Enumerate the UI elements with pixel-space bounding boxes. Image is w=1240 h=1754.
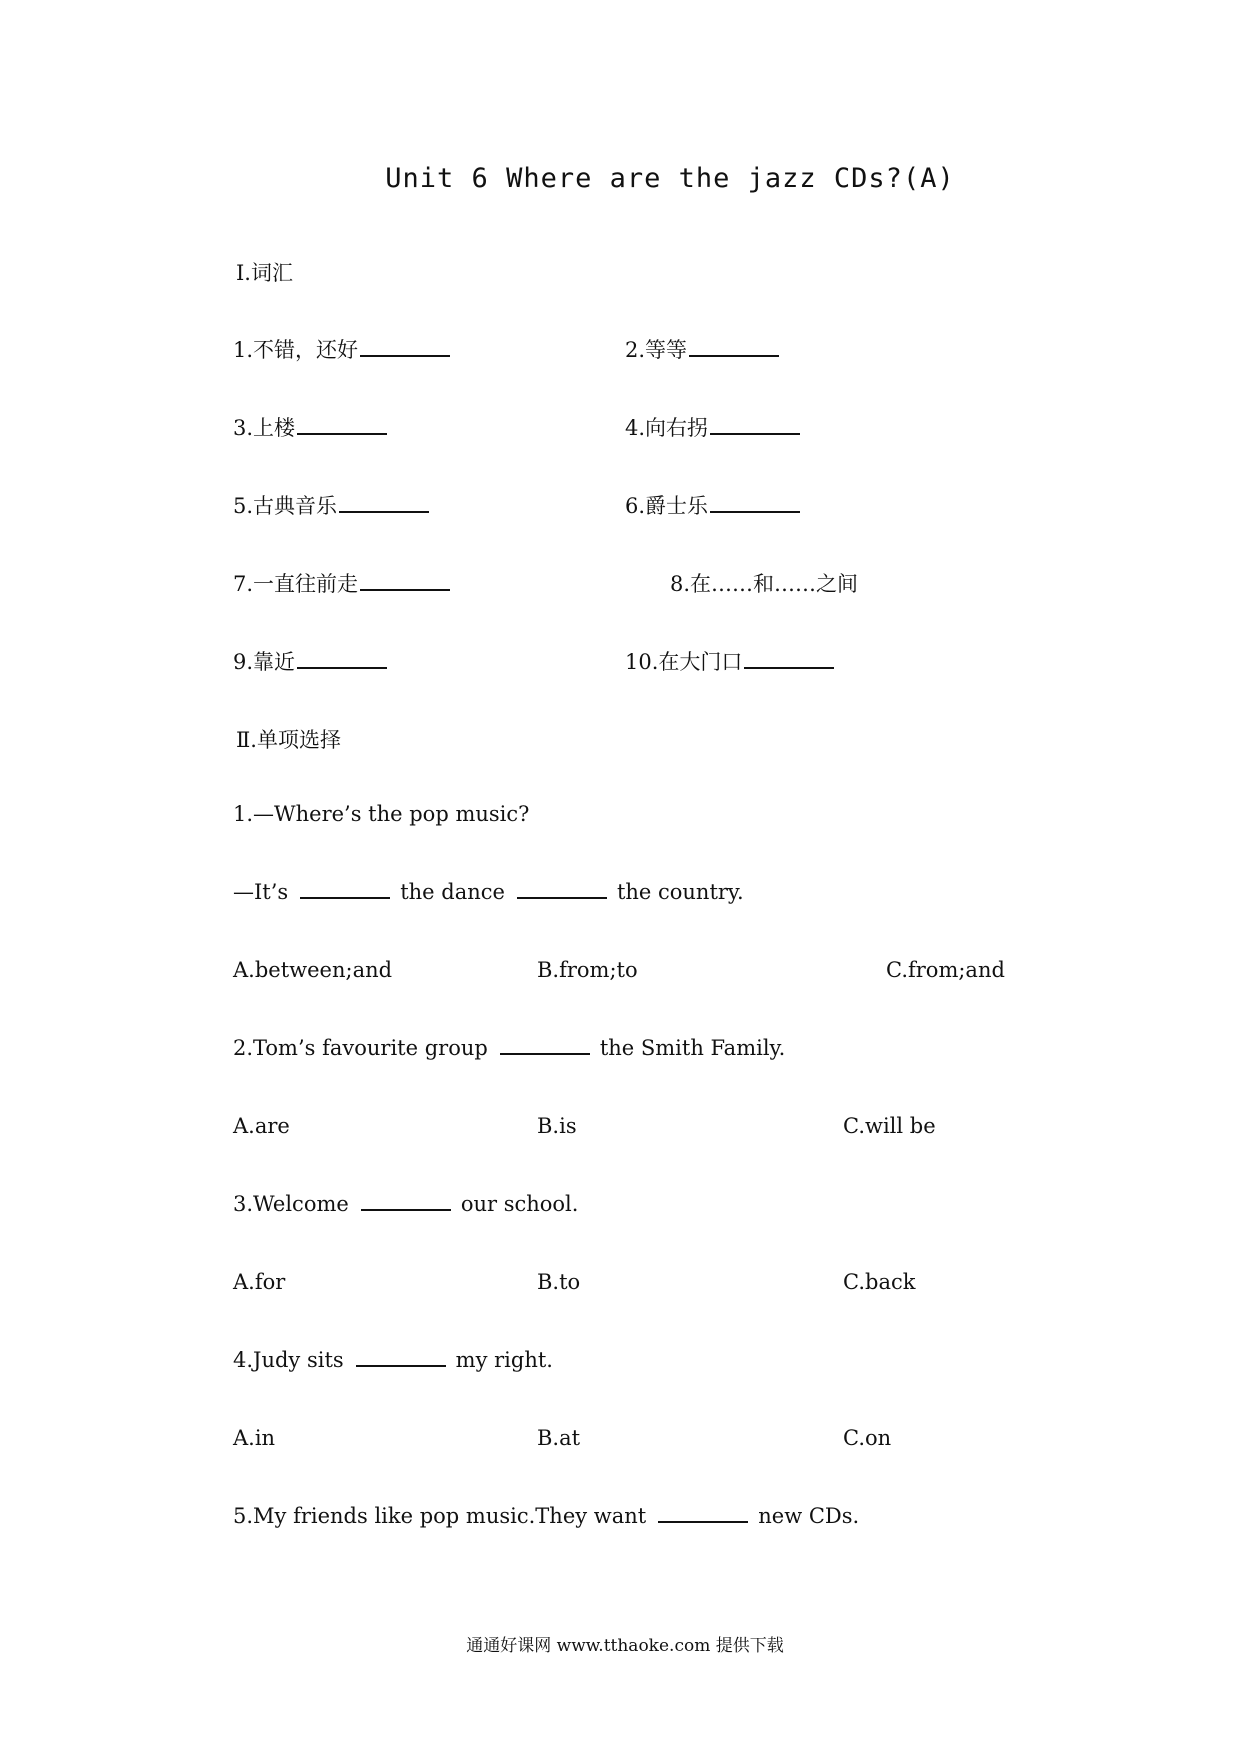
sentence-part: 4.Judy sits [233,1348,344,1372]
vocab-item-8 [670,568,858,598]
option-b: B.from;to [537,958,638,982]
question-1-sentence [233,880,744,904]
sentence-part: 3.Welcome [233,1192,349,1216]
sentence-part: 5.My friends like pop music.They want [233,1504,647,1528]
option-c: C.back [843,1270,916,1294]
answer-blank [517,895,607,899]
vocab-item-label: 1.不错，还好 [233,338,359,362]
answer-blank [297,665,387,669]
question-4 [233,1348,553,1372]
answer-blank [689,353,779,357]
answer-blank [500,1051,590,1055]
section-2-heading: Ⅱ.单项选择 [236,728,341,752]
sentence-part: 2.Tom’s favourite group [233,1036,488,1060]
vocab-item-4 [625,412,800,442]
vocab-item-label: 10.在大门口 [625,650,743,674]
vocab-item-10 [625,646,834,676]
option-b: B.at [537,1426,581,1450]
option-a: A.in [233,1426,276,1450]
vocab-item-6 [625,490,800,520]
sentence-part: new CDs. [758,1504,860,1528]
sentence-part: our school. [460,1192,579,1216]
option-b: B.to [537,1270,581,1294]
vocab-item-9 [233,646,387,676]
option-c: C.will be [843,1114,936,1138]
page-footer: 通通好课网 www.tthaoke.com 提供下载 [466,1636,784,1656]
vocab-item-1 [233,334,450,364]
option-a: A.between;and [233,958,393,982]
answer-blank [300,895,390,899]
vocab-item-label: 5.古典音乐 [233,494,338,518]
vocab-item-label: 4.向右拐 [625,416,709,440]
vocab-item-label: 8.在……和……之间 [670,572,859,596]
question-1: 1.—Where’s the pop music? [233,802,530,826]
vocab-item-label: 9.靠近 [233,650,296,674]
option-c: C.from;and [886,958,1005,982]
sentence-part: —It’s [233,880,289,904]
vocab-item-label: 7.一直往前走 [233,572,359,596]
option-c: C.on [843,1426,892,1450]
answer-blank [710,509,800,513]
option-a: A.are [233,1114,290,1138]
answer-blank [360,587,450,591]
sentence-part: the dance [400,880,505,904]
answer-blank [297,431,387,435]
vocab-item-label: 3.上楼 [233,416,296,440]
option-b: B.is [537,1114,577,1138]
answer-blank [356,1363,446,1367]
answer-blank [710,431,800,435]
sentence-part: the country. [616,880,744,904]
vocab-item-7 [233,568,450,598]
sentence-part: my right. [455,1348,553,1372]
answer-blank [361,1207,451,1211]
sentence-part: the Smith Family. [599,1036,786,1060]
answer-blank [360,353,450,357]
answer-blank [658,1519,748,1523]
page-title: Unit 6 Where are the jazz CDs?(A) [385,163,955,194]
vocab-item-label: 6.爵士乐 [625,494,709,518]
question-2 [233,1036,785,1060]
section-1-heading: Ⅰ.词汇 [236,261,293,285]
answer-blank [339,509,429,513]
vocab-item-3 [233,412,387,442]
question-5 [233,1504,859,1528]
vocab-item-2 [625,334,779,364]
option-a: A.for [233,1270,286,1294]
question-3 [233,1192,578,1216]
answer-blank [744,665,834,669]
vocab-item-5 [233,490,429,520]
vocab-item-label: 2.等等 [625,338,688,362]
